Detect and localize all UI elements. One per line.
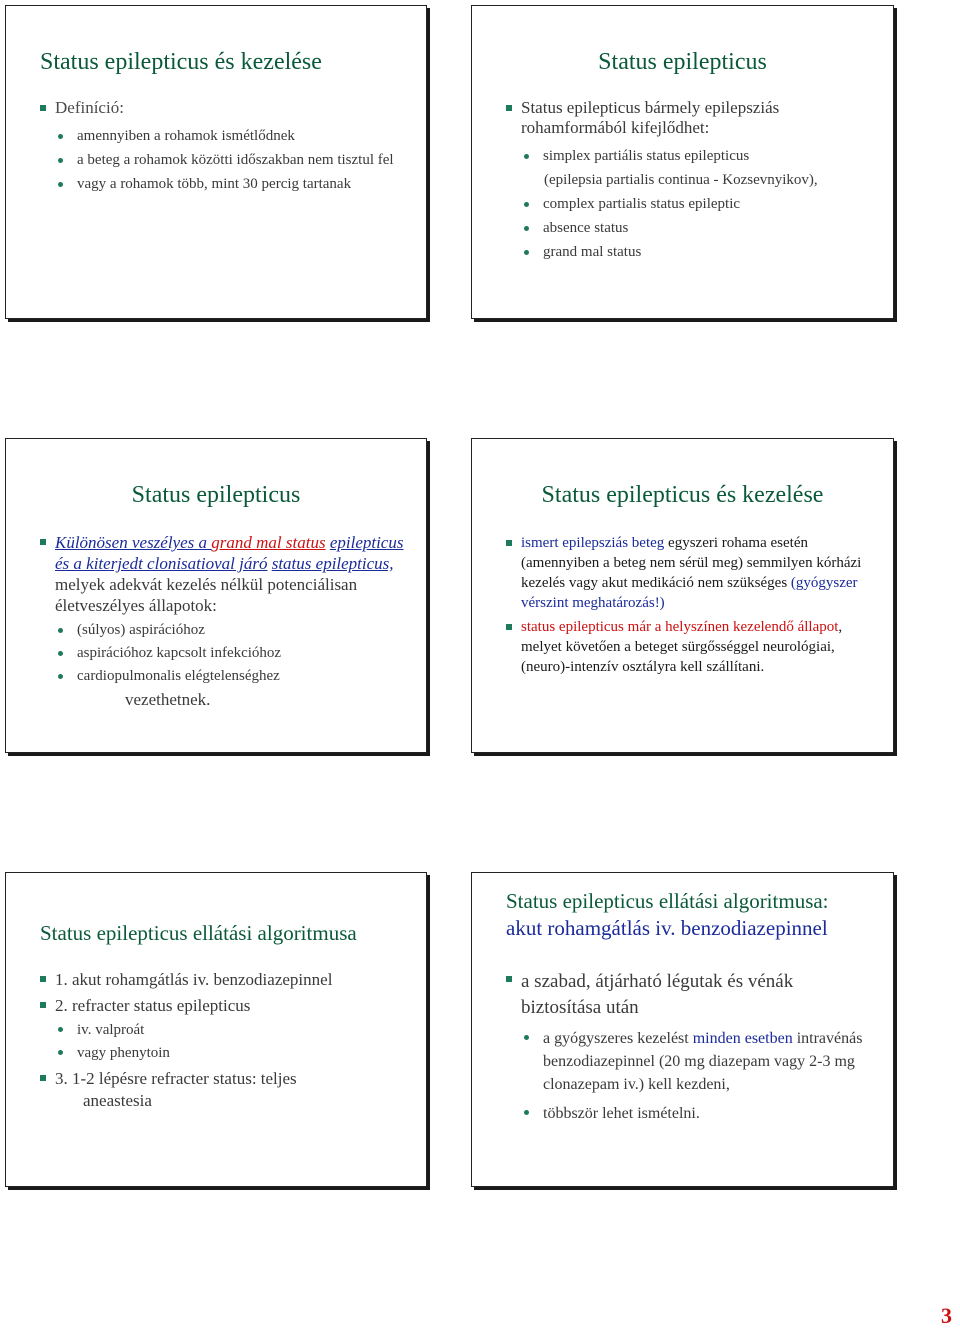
bullet-item: 1. akut rohamgátlás iv. benzodiazepinnel [40,969,408,991]
bullet-item: (súlyos) aspirációhoz [58,620,408,641]
slide-title: Status epilepticus ellátási algoritmusa [40,921,357,945]
slide-title: Status epilepticus ellátási algoritmusa: akut rohamgátlás iv. benzodiazepinnel [506,889,829,940]
bullet-item: vagy phenytoin [58,1042,408,1064]
sub-text: (epilepsia partialis continua - Kozsevnyikov), [544,172,818,188]
bullet-item: aspirációhoz kapcsolt infekcióhoz [58,643,408,664]
sub-text: aneastesia [83,1091,152,1110]
bullet-item: a szabad, átjárható légutak és vénák biztosítása után [506,969,869,1021]
bullet-item: 3. 1-2 lépésre refracter status: teljes [40,1068,408,1090]
bullet-item: vagy a rohamok több, mint 30 percig tartanak [58,174,408,194]
slide-4 [471,438,894,753]
bullet-item: Status epilepticus bármely epilepsziás rohamformából kifejlődhet: [506,98,879,138]
slide-title: Status epilepticus [598,49,767,75]
bullet-item: complex partialis status epileptic [524,194,879,214]
bullet-item: Különösen veszélyes a grand mal status epilepticus és a kiterjedt clonisatioval járó status epilepticus, melyek adekvát kezelés nélkül potenciálisan életveszélyes állapotok: [40,532,408,616]
slide-3 [5,438,427,753]
bullet-item: többször lehet ismételni. [524,1102,869,1125]
bullet-item: a beteg a rohamok közötti időszakban nem tisztul fel [58,150,408,170]
bullet-item: ismert epilepsziás beteg egyszeri rohama esetén (amennyiben a beteg nem sérül meg) semmilyen kórházi kezelés vagy akut medikáció nem szükséges (gyógyszer vérszint meghatározás!) [506,533,867,613]
slide-title: Status epilepticus [131,482,301,508]
bullet-item: simplex partiális status epilepticus [524,146,879,166]
bullet-item: iv. valproát [58,1019,408,1041]
slide-title: Status epilepticus és kezelése [541,482,824,508]
slide-1 [5,5,427,319]
slide-5 [5,872,427,1187]
bullet-item: a gyógyszeres kezelést minden esetben intravénás benzodiazepinnel (20 mg diazepam vagy 2-3 mg clonazepam iv.) kell kezdeni, [524,1027,869,1096]
bullet-item: grand mal status [524,242,879,262]
bullet-item: amennyiben a rohamok ismétlődnek [58,126,408,146]
bullet-item: cardiopulmonalis elégtelenséghez [58,666,408,687]
bullet-item: 2. refracter status epilepticus [40,995,408,1017]
bullet-item: absence status [524,218,879,238]
tail-text: vezethetnek. [125,690,211,709]
page-number: 3 [941,1303,952,1328]
bullet-item: status epilepticus már a helyszínen kezelendő állapot, melyet követően a beteget sürgősséggel neurológiai, (neuro)-intenzív osztályra kell szállítani. [506,617,867,677]
bullet-item: Definíció: [40,98,408,118]
slide-6 [471,872,894,1187]
slide-2 [471,5,894,319]
slide-title: Status epilepticus és kezelése [40,49,322,75]
